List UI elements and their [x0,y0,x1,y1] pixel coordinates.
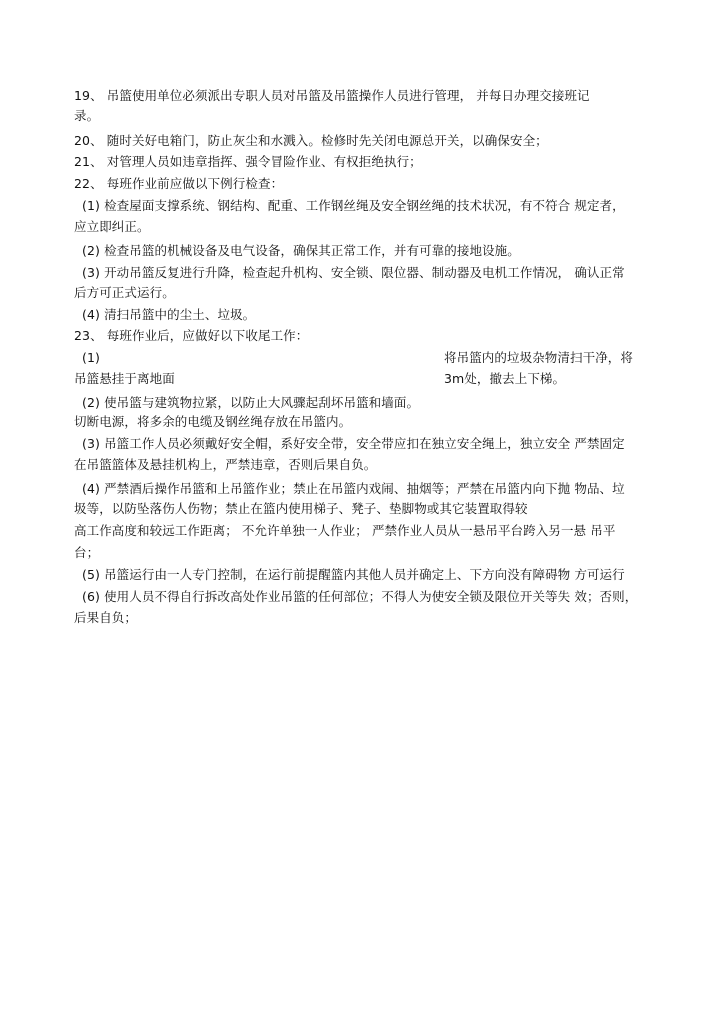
text-line: (5) 吊篮运行由一人专门控制，在运行前提醒篮内其他人员并确定上、下方向没有障碍物 方可运行 [82,567,625,582]
text-line: 后果自负； [74,610,138,625]
text-line: (1) 检查屋面支撑系统、钢结构、配重、工作钢丝绳及安全钢丝绳的技术状况，有不符合 规定者， [82,198,625,213]
text-line: 录。 [74,108,100,123]
text-line: (3) 吊篮工作人员必须戴好安全帽，系好安全带，安全带应扣在独立安全绳上，独立安全 严禁固定 [82,436,625,451]
text-line: 吊篮悬挂于离地面 [74,371,175,386]
text-line: (6) 使用人员不得自行拆改高处作业吊篮的任何部位；不得人为使安全锁及限位开关等失 效；否则， [82,589,638,604]
text-line: 21、 对管理人员如违章指挥、强令冒险作业、有权拒绝执行； [74,154,422,169]
text-line: 3m处，撤去上下梯。 [444,371,566,386]
text-line: (2) 使吊篮与建筑物拉紧，以防止大风骤起刮坏吊篮和墙面。 [82,395,420,410]
text-line: (1) [82,350,101,365]
text-line: 应立即纠正。 [74,219,150,234]
text-line: 19、 吊篮使用单位必须派出专职人员对吊篮及吊篮操作人员进行管理， 并每日办理交接班记 [74,88,590,103]
text-line: (4) 严禁酒后操作吊篮和上吊篮作业；禁止在吊篮内戏闹、抽烟等；严禁在吊篮内向下抛 物品、垃 [82,481,625,496]
text-line: 切断电源，将多余的电缆及钢丝绳存放在吊篮内。 [74,414,352,429]
text-line: (4) 清扫吊篮中的尘土、垃圾。 [82,307,256,322]
text-line: 后方可正式运行。 [74,285,175,300]
text-line: 22、 每班作业前应做以下例行检查： [74,176,284,191]
text-line: 将吊篮内的垃圾杂物清扫干净，将 [444,350,634,365]
text-line: (2) 检查吊篮的机械设备及电气设备，确保其正常工作，并有可靠的接地设施。 [82,243,520,258]
text-line: 圾等，以防坠落伤人伤物；禁止在篮内使用梯子、凳子、垫脚物或其它装置取得较 [74,501,528,516]
text-line: 高工作高度和较远工作距离； 不允许单独一人作业； 严禁作业人员从一悬吊平台跨入另一悬 吊平 [74,523,616,538]
text-line: 台； [74,545,100,560]
text-line: 在吊篮篮体及悬挂机构上，严禁违章，否则后果自负。 [74,457,377,472]
text-line: 20、 随时关好电箱门，防止灰尘和水溅入。检修时先关闭电源总开关，以确保安全； [74,133,548,148]
text-line: (3) 开动吊篮反复进行升降，检查起升机构、安全锁、限位器、制动器及电机工作情况， 确认正常 [82,265,625,280]
text-line: 23、 每班作业后，应做好以下收尾工作： [74,328,309,343]
